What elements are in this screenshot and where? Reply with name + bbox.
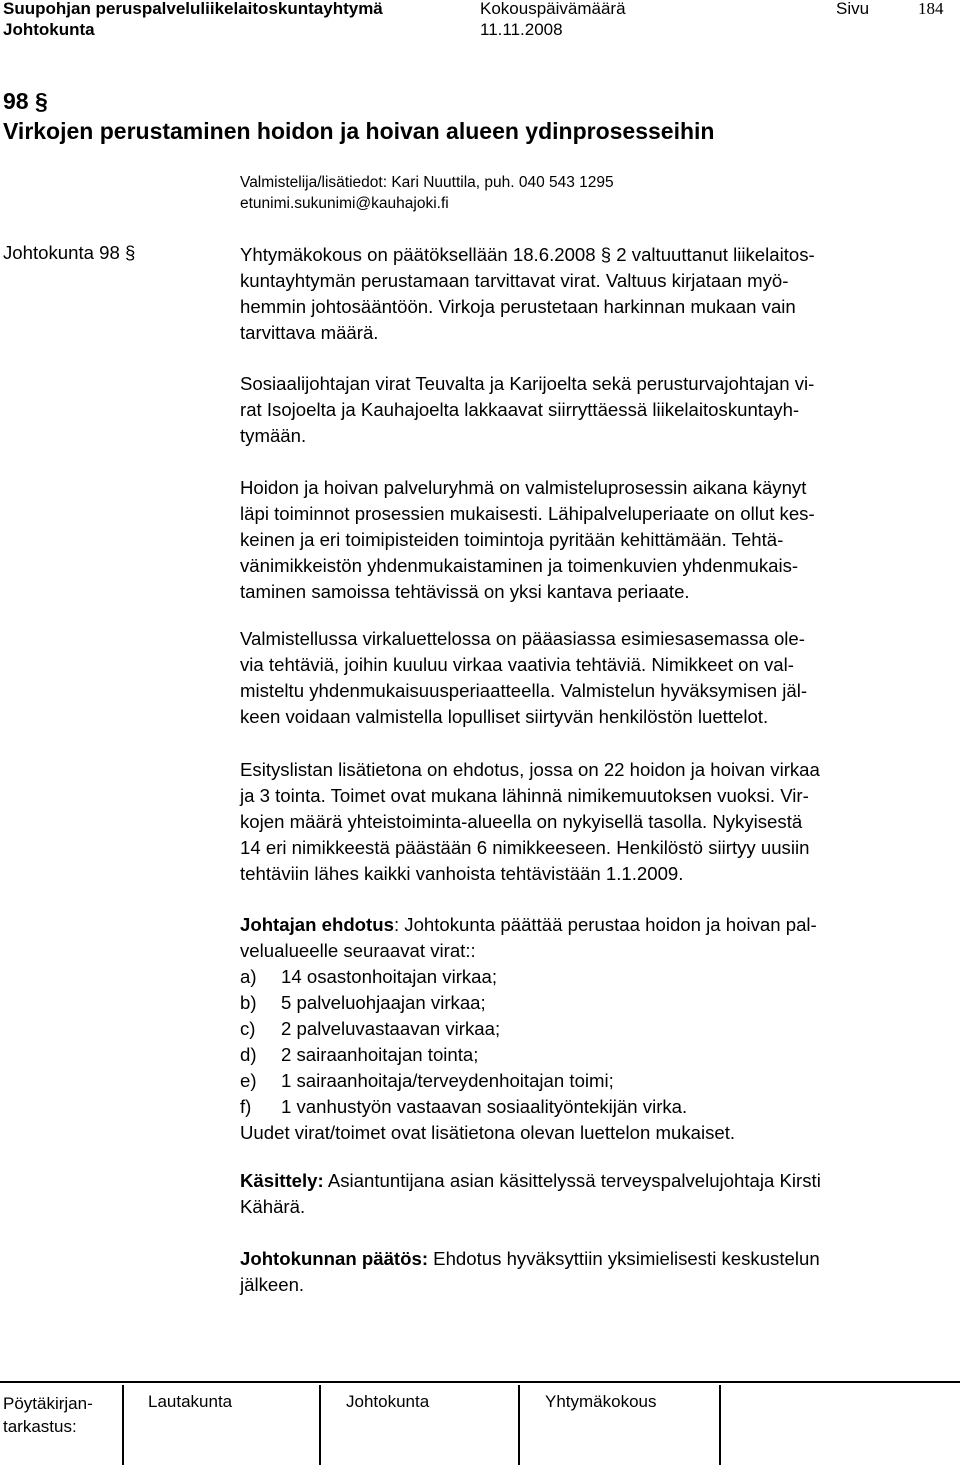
footer-col-lautakunta: Lautakunta [148, 1392, 233, 1411]
list-item-label: e) [240, 1070, 257, 1091]
header-page-label: Sivu [836, 0, 870, 18]
decision-reference-label: Johtokunta 98 [3, 242, 120, 263]
footer-separator [122, 1385, 124, 1465]
paragraph-line: läpi toiminnot prosessien mukaisesti. Lähipalveluperiaate on ollut kes- [240, 503, 815, 524]
list-item-label: a) [240, 966, 257, 987]
paragraph-line: 14 eri nimikkeestä päästään 6 nimikkeeseen. Henkilöstö siirtyy uusiin [240, 837, 810, 858]
proposal-closing: Uudet virat/toimet ovat lisätietona olevan luettelon mukaiset. [240, 1122, 736, 1143]
footer-divider [0, 1381, 960, 1383]
proposal-label: Johtajan ehdotus [240, 914, 394, 935]
paragraph-line: keinen ja eri toimipisteiden toimintoja pyritään kehittämään. Tehtä- [240, 529, 784, 550]
section-number: 98 [3, 88, 29, 114]
section-symbol: § [34, 88, 48, 114]
paragraph-1 [240, 242, 815, 346]
proposal-block [240, 912, 817, 1146]
footer-col-yhtymakokous: Yhtymäkokous [545, 1392, 657, 1411]
section-title: Virkojen perustaminen hoidon ja hoivan alueen ydinprosesseihin [3, 118, 715, 144]
paragraph-line: hemmin johtosääntöön. Virkoja perustetaan harkinnan mukaan vain [240, 296, 796, 317]
paragraph-line: Esityslistan lisätietona on ehdotus, jossa on 22 hoidon ja hoivan virkaa [240, 759, 820, 780]
decision-reference [3, 242, 135, 264]
header-meeting-date-label: Kokouspäivämäärä [480, 0, 626, 18]
paragraph-line: tarvittava määrä. [240, 322, 379, 343]
footer-separator [518, 1385, 520, 1465]
paragraph-line: Yhtymäkokous on päätöksellään 18.6.2008 § 2 valtuuttanut liikelaitos- [240, 244, 815, 265]
decision-second-line: jälkeen. [240, 1274, 305, 1295]
proposal-text: Johtokunta päättää perustaa hoidon ja hoivan pal- [399, 914, 817, 935]
list-item [240, 1094, 817, 1120]
paragraph-line: Hoidon ja hoivan palveluryhmä on valmisteluprosessin aikana käynyt [240, 477, 807, 498]
list-item-text: 5 palveluohjaajan virkaa; [281, 992, 486, 1013]
handling-text: Asiantuntijana asian käsittelyssä terveyspalvelujohtaja Kirsti [323, 1170, 821, 1191]
handling-second-line: Kähärä. [240, 1196, 306, 1217]
list-item-label: c) [240, 1018, 256, 1039]
paragraph-2 [240, 371, 814, 449]
decision-label: Johtokunnan päätös: [240, 1248, 429, 1269]
preparer-line-1: Valmistelija/lisätiedot: Kari Nuuttila, puh. 040 543 1295 [240, 174, 614, 191]
list-item-text: 2 palveluvastaavan virkaa; [281, 1018, 501, 1039]
list-item [240, 1068, 817, 1094]
header-organization: Suupohjan peruspalveluliikelaitoskuntayhtymä [3, 0, 383, 18]
list-item-label: d) [240, 1044, 257, 1065]
handling-block [240, 1168, 821, 1220]
list-item-text: 14 osastonhoitajan virkaa; [281, 966, 498, 987]
list-item-text: 2 sairaanhoitajan tointa; [281, 1044, 479, 1065]
header-body-name: Johtokunta [3, 20, 95, 39]
footer-col-johtokunta: Johtokunta [346, 1392, 430, 1411]
proposal-colon: : [393, 914, 400, 935]
paragraph-line: Sosiaalijohtajan virat Teuvalta ja Karijoelta sekä perusturvajohtajan vi- [240, 373, 815, 394]
paragraph-line: tehtäviin lähes kaikki vanhoista tehtävistään 1.1.2009. [240, 863, 684, 884]
footer-separator [719, 1385, 721, 1465]
preparer-email: etunimi.sukunimi@kauhajoki.fi [240, 195, 449, 212]
paragraph-3 [240, 475, 815, 605]
list-item-label: f) [240, 1096, 252, 1117]
paragraph-line: misteltu yhdenmukaisuusperiaatteella. Valmistelun hyväksymisen jäl- [240, 680, 808, 701]
handling-first-line [240, 1168, 821, 1194]
paragraph-line: tymään. [240, 425, 307, 446]
paragraph-line: kuntayhtymän perustamaan tarvittavat virat. Valtuus kirjataan myö- [240, 270, 789, 291]
list-item-text: 1 vanhustyön vastaavan sosiaalityöntekijän virka. [281, 1096, 688, 1117]
list-item-label: b) [240, 992, 257, 1013]
paragraph-line: Valmistellussa virkaluettelossa on pääasiassa esimiesasemassa ole- [240, 628, 805, 649]
paragraph-line: kojen määrä yhteistoiminta-alueella on nykyisellä tasolla. Nykyisestä [240, 811, 803, 832]
list-item [240, 1016, 817, 1042]
paragraph-line: rat Isojoelta ja Kauhajoelta lakkaavat siirryttäessä liikelaitoskuntayh- [240, 399, 800, 420]
decision-first-line [240, 1246, 820, 1272]
decision-text: Ehdotus hyväksyttiin yksimielisesti keskustelun [428, 1248, 820, 1269]
list-item [240, 990, 817, 1016]
list-item [240, 964, 817, 990]
header-page-number: 184 [918, 0, 944, 18]
proposal-first-line [240, 912, 817, 938]
list-item [240, 1042, 817, 1068]
section-heading-number [3, 88, 48, 115]
paragraph-line: taminen samoissa tehtävissä on yksi kantava periaate. [240, 581, 690, 602]
footer-separator [319, 1385, 321, 1465]
header-meeting-date: 11.11.2008 [480, 20, 563, 39]
proposal-second-line: velualueelle seuraavat virat:: [240, 940, 476, 961]
handling-label: Käsittely: [240, 1170, 324, 1191]
decision-reference-symbol: § [125, 242, 136, 263]
paragraph-line: keen voidaan valmistella lopulliset siirtyvän henkilöstön luettelot. [240, 706, 769, 727]
footer-check-label-line-2: tarkastus: [3, 1417, 77, 1436]
paragraph-line: ja 3 tointa. Toimet ovat mukana lähinnä nimikemuutoksen vuoksi. Vir- [240, 785, 809, 806]
paragraph-line: via tehtäviä, joihin kuuluu virkaa vaativia tehtäviä. Nimikkeet on val- [240, 654, 794, 675]
list-item-text: 1 sairaanhoitaja/terveydenhoitajan toimi; [281, 1070, 614, 1091]
footer-check-label-line-1: Pöytäkirjan- [3, 1394, 93, 1413]
footer-check-label [3, 1392, 93, 1438]
paragraph-5 [240, 757, 820, 887]
paragraph-line: vänimikkeistön yhdenmukaistaminen ja toimenkuvien yhdenmukais- [240, 555, 799, 576]
paragraph-4 [240, 626, 807, 730]
decision-block [240, 1246, 820, 1298]
